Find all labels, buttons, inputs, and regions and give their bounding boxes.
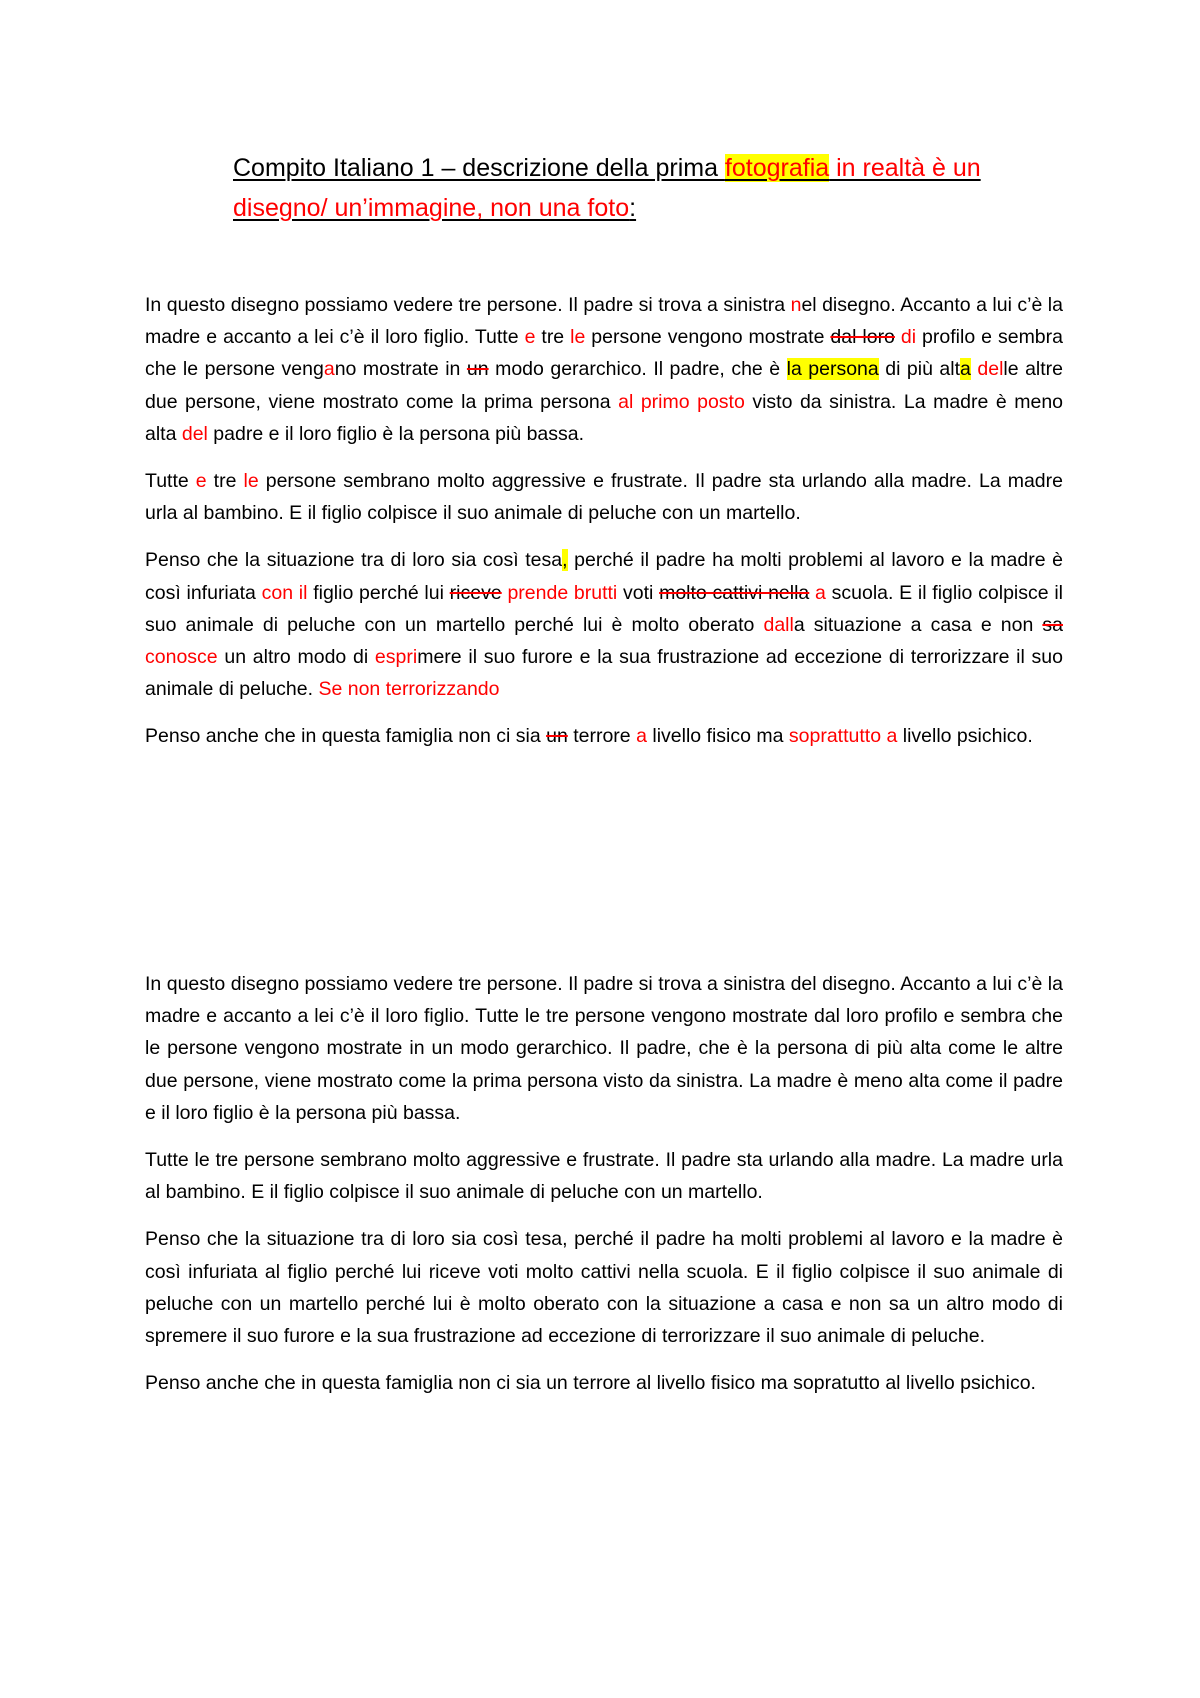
text-run: profilo e sembra che le persone veng — [145, 326, 1063, 381]
correction-deletion: dal loro — [830, 326, 895, 349]
title-highlighted-word: fotografia — [724, 154, 830, 182]
correction-insert: e — [195, 470, 207, 493]
title-colon: : — [629, 194, 637, 222]
correction-insert: con il — [261, 581, 308, 604]
correction-insert: le — [243, 470, 259, 493]
text-run: padre e il loro figlio è la persona più bassa. — [207, 422, 585, 445]
correction-insert: conosce — [145, 646, 218, 669]
text-run: scuola. E il figlio colpisce il suo animale di peluche con un martello perché lui è molto oberato — [145, 581, 1063, 636]
correction-insert: Se non terrorizzando — [318, 678, 500, 701]
correction-deletion: riceve — [449, 581, 502, 604]
correction-insert: e — [524, 326, 536, 349]
correction-insert: le — [570, 326, 586, 349]
correction-insert: espri — [374, 646, 418, 669]
text-run: di più alt — [878, 358, 961, 381]
text-run: livello fisico ma — [646, 725, 789, 748]
draft-paragraph-4 — [145, 720, 1063, 752]
title-text: Compito Italiano 1 – descrizione della prima — [233, 154, 725, 182]
correction-insert: soprattutto a — [788, 725, 898, 748]
original-paragraph-4: Penso anche che in questa famiglia non ci sia un terrore al livello fisico ma sopratutto al livello psichico. — [145, 1372, 1036, 1395]
text-run: terrore — [567, 725, 637, 748]
text-run: el disegno. Accanto a lui c’è la madre e accanto a lei c’è il loro figlio. Tutte — [145, 294, 1063, 349]
correction-insert: n — [790, 294, 802, 316]
text-run: persone sembrano molto aggressive e frustrate. Il padre sta urlando alla madre. La madre urla al bambino. E il figlio colpisce il suo animale di peluche con un martello. — [145, 470, 1063, 525]
correction-insert: a — [323, 358, 335, 381]
text-run: voti — [617, 581, 660, 604]
text-run: le altre due persone, viene mostrato come la prima persona — [145, 358, 1064, 413]
original-paragraph-1: In questo disegno possiamo vedere tre persone. Il padre si trova a sinistra del disegno. Accanto a lui c’è la madre e accanto a lei c’è il loro figlio. Tutte le tre persone vengono mostrate dal loro profilo e sembra che le persone vengono mostrate in un modo gerarchico. Il padre, che è la persona di più alta come le altre due persone, viene mostrato come la prima persona visto da sinistra. La madre è meno alta come il padre e il loro figlio è la persona più bassa. — [145, 973, 1063, 1124]
correction-insert: a — [809, 581, 826, 604]
correction-insert: al primo posto — [618, 390, 745, 413]
title-correction: in realtà è un disegno/ un’immagine, non una foto — [233, 154, 981, 222]
text-run: Penso che la situazione tra di loro sia così tesa — [145, 549, 563, 572]
text-run: modo gerarchico. Il padre, che è — [488, 358, 787, 381]
text-run: livello psichico. — [897, 725, 1033, 748]
correction-insert: di — [894, 326, 917, 349]
corrected-draft — [145, 289, 1063, 768]
correction-deletion: un — [466, 358, 489, 381]
document-title — [233, 148, 1033, 228]
text-run: no mostrate in — [334, 358, 467, 381]
text-run: un altro modo di — [217, 646, 375, 669]
correction-insert: prende brutti — [501, 581, 618, 604]
original-text — [145, 968, 1063, 1414]
highlighted-text: la persona — [786, 358, 879, 381]
draft-paragraph-3 — [145, 544, 1063, 705]
highlighted-text: , — [562, 549, 568, 572]
text-run: persone vengono mostrate — [585, 326, 831, 349]
original-paragraph-3: Penso che la situazione tra di loro sia così tesa, perché il padre ha molti problemi al lavoro e la madre è così infuriata al figlio perché lui riceve voti molto cattivi nella scuola. E il figlio colpisce il suo animale di peluche con un martello perché lui è molto oberato con la situazione a casa e non sa un altro modo di spremere il suo furore e la sua frustrazione ad eccezione di terrorizzare il suo animale di peluche. — [145, 1228, 1063, 1348]
text-run: Tutte — [145, 470, 196, 493]
correction-deletion: molto cattivi nella — [659, 581, 810, 604]
original-paragraph-2: Tutte le tre persone sembrano molto aggressive e frustrate. Il padre sta urlando alla madre. La madre urla al bambino. E il figlio colpisce il suo animale di peluche con un martello. — [145, 1149, 1063, 1204]
correction-insert: del — [181, 422, 208, 445]
correction-insert: a — [636, 725, 647, 748]
text-run: visto da sinistra. La madre è meno alta — [145, 390, 1064, 445]
draft-paragraph-2 — [145, 465, 1063, 529]
text-run: Penso anche che in questa famiglia non ci sia — [145, 725, 547, 748]
correction-deletion: sa — [1042, 613, 1063, 636]
highlighted-text: a — [960, 358, 971, 381]
text-run: figlio perché lui — [307, 581, 450, 604]
text-run: perché il padre ha molti problemi al lavoro e la madre è così infuriata — [145, 549, 1063, 604]
correction-insert: dall — [763, 613, 794, 636]
text-run: mere il suo furore e la sua frustrazione ad eccezione di terrorizzare il suo animale di peluche. — [145, 646, 1063, 701]
text-run: In questo disegno possiamo vedere tre persone. Il padre si trova a sinistra — [145, 294, 791, 316]
text-run: tre — [206, 470, 244, 493]
correction-deletion: un — [546, 725, 568, 748]
draft-paragraph-1 — [145, 289, 1063, 450]
correction-insert: del — [977, 358, 1004, 381]
text-run: tre — [535, 326, 571, 349]
text-run: a situazione a casa e non — [793, 613, 1043, 636]
